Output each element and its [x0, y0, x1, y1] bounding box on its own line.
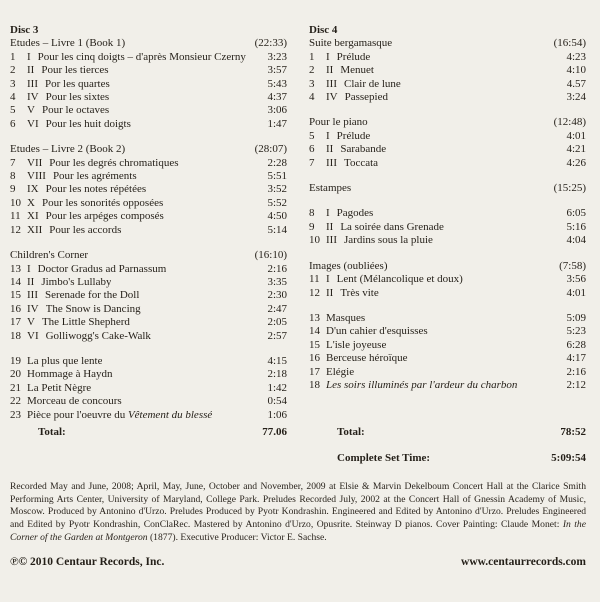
track-number: 18 — [309, 378, 320, 391]
track-time: 3:06 — [267, 104, 287, 117]
track-title: Hommage à Haydn — [27, 368, 113, 381]
track-row — [309, 91, 586, 104]
track-row — [10, 64, 287, 77]
section-title: Children's Corner — [10, 249, 89, 262]
credits-text: Recorded May and June, 2008; April, May, June, October and November, 2009 at Elsie & Marvin Dekelboum Concert Hall at the Clarice Smith Performing Arts Center, University of Maryland, College Park. Preludes Recorded July, 2002 at the Concert Hall of Gnessin Academy of Music, Moscow. Produced by Antonino d'Urzo. Preludes Produced by Pyotr Kondrashin. Engineered and Edited by Antonino d'Urzo. Preludes Engineered and Edited by Pyotr Kondrashin, ConClaRec. Mastered by Antonino d'Urzo, Opusrite. Steinway D pianos. Cover Painting: Claude Monet: — [10, 481, 586, 531]
track-number: 11 — [309, 273, 320, 286]
track-numeral: IX — [27, 183, 39, 196]
track-time: 2:28 — [267, 156, 287, 169]
disc3-column — [10, 24, 287, 474]
track-number: 15 — [10, 289, 21, 302]
track-time: 4:23 — [566, 50, 586, 63]
track-title: Pour les accords — [49, 223, 122, 236]
track-row — [10, 91, 287, 104]
track-row — [309, 287, 586, 300]
track-numeral: I — [326, 207, 330, 220]
total-row — [10, 426, 287, 439]
track-title: Pièce pour l'oeuvre du Vêtement du blessé — [27, 408, 213, 421]
track-number: 22 — [10, 395, 21, 408]
track-numeral: IV — [27, 91, 39, 104]
total-value: 77.06 — [262, 426, 287, 438]
track-number: 7 — [309, 156, 315, 169]
track-number: 12 — [309, 286, 320, 299]
credits-painting-title: In the Corner of the Garden at Montgeron — [10, 519, 586, 543]
track-title: Très vite — [340, 286, 379, 299]
track-time: 2:18 — [267, 368, 287, 381]
total-label: Total: — [337, 426, 365, 438]
track-numeral: VI — [27, 329, 39, 342]
track-time: 3:52 — [267, 183, 287, 196]
track-row — [309, 64, 586, 77]
track-numeral: II — [27, 275, 35, 288]
track-section — [10, 355, 287, 422]
track-time: 3:56 — [566, 273, 586, 286]
section-title: Etudes – Livre 2 (Book 2) — [10, 143, 126, 156]
track-time: 3:24 — [566, 91, 586, 104]
track-title: Pour les arpéges composés — [45, 210, 164, 223]
track-title: Berceuse héroïque — [326, 352, 408, 365]
track-row — [309, 207, 586, 220]
track-row — [309, 157, 586, 170]
track-time: 4:10 — [566, 64, 586, 77]
track-title: La Petit Nègre — [27, 381, 92, 394]
track-time: 5:52 — [267, 196, 287, 209]
track-title: The Little Shepherd — [41, 316, 130, 329]
track-number: 13 — [309, 311, 320, 324]
track-title: La soirée dans Grenade — [340, 220, 444, 233]
track-time: 2:12 — [566, 378, 586, 391]
track-number: 18 — [10, 329, 21, 342]
track-title: Pour les cinq doigts – d'après Monsieur Czerny — [37, 50, 246, 63]
track-title: Pour les notes répétées — [45, 183, 147, 196]
track-number: 17 — [309, 365, 320, 378]
track-title: Golliwogg's Cake-Walk — [45, 329, 151, 342]
track-number: 14 — [10, 275, 21, 288]
total-label: Complete Set Time: — [337, 452, 431, 465]
track-number: 4 — [309, 91, 315, 104]
track-title: Pour les huit doigts — [45, 117, 131, 130]
track-section — [309, 260, 586, 300]
track-numeral: I — [326, 129, 330, 142]
track-row — [10, 368, 287, 381]
track-row — [10, 263, 287, 276]
track-numeral: I — [326, 50, 330, 63]
track-title: Clair de lune — [344, 77, 401, 90]
track-time: 6:28 — [566, 338, 586, 351]
track-numeral: III — [27, 77, 38, 90]
track-title: Pour les tierces — [41, 64, 109, 77]
section-duration: (7:58) — [559, 259, 586, 272]
section-title: Suite bergamasque — [309, 37, 393, 50]
section-title: Images (oubliées) — [309, 259, 388, 272]
track-title: Passepied — [344, 91, 388, 104]
disc-title: Disc 4 — [309, 24, 338, 36]
track-number: 12 — [10, 223, 21, 236]
track-time: 4:17 — [566, 352, 586, 365]
sections — [309, 37, 586, 392]
track-title: Morceau de concours — [27, 395, 122, 408]
track-numeral: VII — [27, 156, 43, 169]
totals — [10, 426, 287, 439]
track-time: 5:23 — [566, 325, 586, 338]
track-title: Jimbo's Lullaby — [41, 275, 112, 288]
track-number: 23 — [10, 408, 21, 421]
track-row — [309, 312, 586, 325]
track-time: 1:06 — [267, 408, 287, 421]
track-row — [10, 197, 287, 210]
track-title: Sarabande — [340, 143, 387, 156]
section-header — [10, 37, 287, 50]
track-number: 3 — [10, 77, 16, 90]
track-section — [309, 37, 586, 104]
track-time: 4:01 — [566, 286, 586, 299]
section-duration: (28:07) — [254, 143, 287, 156]
track-row — [10, 276, 287, 289]
track-time: 2:16 — [566, 365, 586, 378]
total-value: 78:52 — [560, 426, 586, 438]
section-duration: (12:48) — [553, 116, 586, 129]
track-time: 2:30 — [267, 289, 287, 302]
total-row — [309, 426, 586, 439]
track-number: 16 — [309, 352, 320, 365]
track-numeral: III — [326, 234, 337, 247]
track-number: 5 — [309, 129, 315, 142]
track-numeral: IV — [27, 302, 39, 315]
track-numeral: III — [27, 289, 38, 302]
track-row — [10, 183, 287, 196]
section-title: Estampes — [309, 182, 352, 195]
track-time: 0:54 — [267, 395, 287, 408]
section-duration: (16:10) — [254, 249, 287, 262]
track-row — [309, 143, 586, 156]
totals — [309, 426, 586, 466]
track-number: 3 — [309, 77, 315, 90]
credits-paragraph — [10, 481, 586, 545]
track-number: 8 — [309, 207, 315, 220]
section-header — [10, 143, 287, 156]
section-duration: (15:25) — [553, 182, 586, 195]
track-row — [10, 303, 287, 316]
track-row — [10, 118, 287, 131]
track-number: 20 — [10, 368, 21, 381]
track-row — [309, 221, 586, 234]
track-row — [10, 104, 287, 117]
track-row — [10, 170, 287, 183]
track-number: 17 — [10, 316, 21, 329]
track-row — [309, 352, 586, 365]
track-title: Pour le octaves — [41, 104, 110, 117]
track-row — [10, 210, 287, 223]
track-number: 2 — [10, 64, 16, 77]
track-number: 10 — [10, 196, 21, 209]
track-number: 5 — [10, 104, 16, 117]
track-numeral: III — [326, 156, 337, 169]
track-time: 4.57 — [566, 77, 586, 90]
track-title: Jardins sous la pluie — [344, 234, 433, 247]
track-number: 19 — [10, 354, 21, 367]
track-title: L'isle joyeuse — [326, 338, 387, 351]
track-title: Pour les sixtes — [45, 91, 110, 104]
track-number: 10 — [309, 234, 320, 247]
track-number: 9 — [10, 183, 16, 196]
track-time: 3:57 — [267, 64, 287, 77]
track-numeral: X — [27, 196, 35, 209]
track-number: 6 — [309, 143, 315, 156]
section-header — [309, 182, 586, 195]
track-numeral: III — [326, 77, 337, 90]
sections — [10, 37, 287, 422]
track-number: 8 — [10, 170, 16, 183]
track-time: 2:47 — [267, 302, 287, 315]
track-time: 1:47 — [267, 117, 287, 130]
track-number: 9 — [309, 220, 315, 233]
track-row — [309, 234, 586, 247]
track-section — [10, 143, 287, 237]
track-title: Prélude — [336, 50, 371, 63]
track-section — [309, 312, 586, 392]
track-time: 2:57 — [267, 329, 287, 342]
website-url: www.centaurrecords.com — [461, 555, 586, 568]
copyright-line: ℗© 2010 Centaur Records, Inc. — [10, 555, 165, 568]
total-label: Total: — [38, 426, 66, 438]
track-numeral: V — [27, 316, 35, 329]
track-title: Pour les degrés chromatiques — [49, 156, 179, 169]
section-title: Etudes – Livre 1 (Book 1) — [10, 37, 126, 50]
track-number: 21 — [10, 381, 21, 394]
track-numeral: XI — [27, 210, 39, 223]
track-numeral: II — [326, 64, 334, 77]
section-title: Pour le piano — [309, 116, 368, 129]
track-section — [10, 249, 287, 343]
track-row — [309, 379, 586, 392]
track-title: Masques — [326, 311, 366, 324]
track-time: 4:04 — [566, 234, 586, 247]
credits-text-end: (1877). Executive Producer: Victor E. Sachse. — [147, 531, 327, 543]
section-header — [309, 37, 586, 50]
disc4-column — [309, 24, 586, 474]
track-number: 16 — [10, 302, 21, 315]
track-time: 3:23 — [267, 50, 287, 63]
track-row — [309, 273, 586, 286]
track-numeral: II — [326, 143, 334, 156]
track-time: 2:16 — [267, 262, 287, 275]
track-row — [10, 224, 287, 237]
track-number: 11 — [10, 210, 21, 223]
track-numeral: XII — [27, 223, 43, 236]
track-title: Menuet — [340, 64, 374, 77]
track-time: 1:42 — [267, 381, 287, 394]
track-title: Pagodes — [336, 207, 374, 220]
track-title: Lent (Mélancolique et doux) — [336, 273, 463, 286]
track-row — [10, 289, 287, 302]
track-title: Pour les agréments — [52, 170, 137, 183]
track-row — [309, 78, 586, 91]
track-time: 3:35 — [267, 275, 287, 288]
track-row — [309, 51, 586, 64]
track-numeral: VIII — [27, 170, 46, 183]
track-row — [10, 330, 287, 343]
track-row — [309, 366, 586, 379]
track-title: Doctor Gradus ad Parnassum — [37, 262, 167, 275]
track-number: 6 — [10, 117, 16, 130]
track-row — [10, 395, 287, 408]
track-number: 1 — [309, 50, 315, 63]
section-duration: (16:54) — [553, 37, 586, 50]
track-numeral: VI — [27, 117, 39, 130]
track-title: Elégie — [326, 365, 355, 378]
track-time: 4:21 — [566, 143, 586, 156]
track-numeral: II — [326, 220, 334, 233]
disc-title: Disc 3 — [10, 24, 39, 36]
track-title: The Snow is Dancing — [45, 302, 141, 315]
track-row — [10, 355, 287, 368]
track-time: 5:43 — [267, 77, 287, 90]
track-row — [10, 51, 287, 64]
track-number: 15 — [309, 338, 320, 351]
track-time: 6:05 — [566, 207, 586, 220]
track-listing — [10, 24, 586, 474]
track-time: 5:14 — [267, 223, 287, 236]
track-number: 1 — [10, 50, 16, 63]
track-numeral: II — [326, 286, 334, 299]
track-time: 4:01 — [566, 129, 586, 142]
track-number: 2 — [309, 64, 315, 77]
track-section — [309, 182, 586, 248]
track-title: Serenade for the Doll — [45, 289, 140, 302]
track-section — [309, 116, 586, 170]
track-title: Prélude — [336, 129, 371, 142]
track-row — [309, 130, 586, 143]
track-number: 4 — [10, 91, 16, 104]
track-numeral: I — [326, 273, 330, 286]
total-row — [309, 452, 586, 465]
track-title: D'un cahier d'esquisses — [326, 325, 428, 338]
track-title: Les soirs illuminés par l'ardeur du charbon — [326, 378, 518, 391]
total-value: 5:09:54 — [551, 452, 586, 465]
track-title: Pour les sonorités opposées — [41, 196, 164, 209]
track-title: Por les quartes — [45, 77, 110, 90]
track-number: 14 — [309, 325, 320, 338]
track-title: La plus que lente — [27, 354, 103, 367]
track-row — [309, 339, 586, 352]
track-section — [10, 37, 287, 131]
track-time: 4:37 — [267, 91, 287, 104]
track-time: 5:51 — [267, 170, 287, 183]
track-row — [10, 382, 287, 395]
track-row — [10, 409, 287, 422]
track-time: 4:15 — [267, 354, 287, 367]
track-numeral: V — [27, 104, 35, 117]
track-time: 2:05 — [267, 316, 287, 329]
track-time: 5:09 — [566, 311, 586, 324]
track-numeral: II — [27, 64, 35, 77]
bottom-row — [10, 556, 586, 568]
track-number: 7 — [10, 156, 16, 169]
track-time: 5:16 — [566, 220, 586, 233]
track-numeral: I — [27, 50, 31, 63]
track-row — [309, 325, 586, 338]
track-title: Toccata — [344, 156, 379, 169]
section-duration: (22:33) — [254, 37, 287, 50]
track-numeral: IV — [326, 91, 338, 104]
track-row — [10, 78, 287, 91]
section-header — [10, 249, 287, 262]
track-row — [10, 316, 287, 329]
section-header — [309, 116, 586, 129]
track-number: 13 — [10, 262, 21, 275]
track-time: 4:26 — [566, 156, 586, 169]
section-header — [309, 260, 586, 273]
track-row — [10, 157, 287, 170]
track-time: 4:50 — [267, 210, 287, 223]
track-numeral: I — [27, 262, 31, 275]
